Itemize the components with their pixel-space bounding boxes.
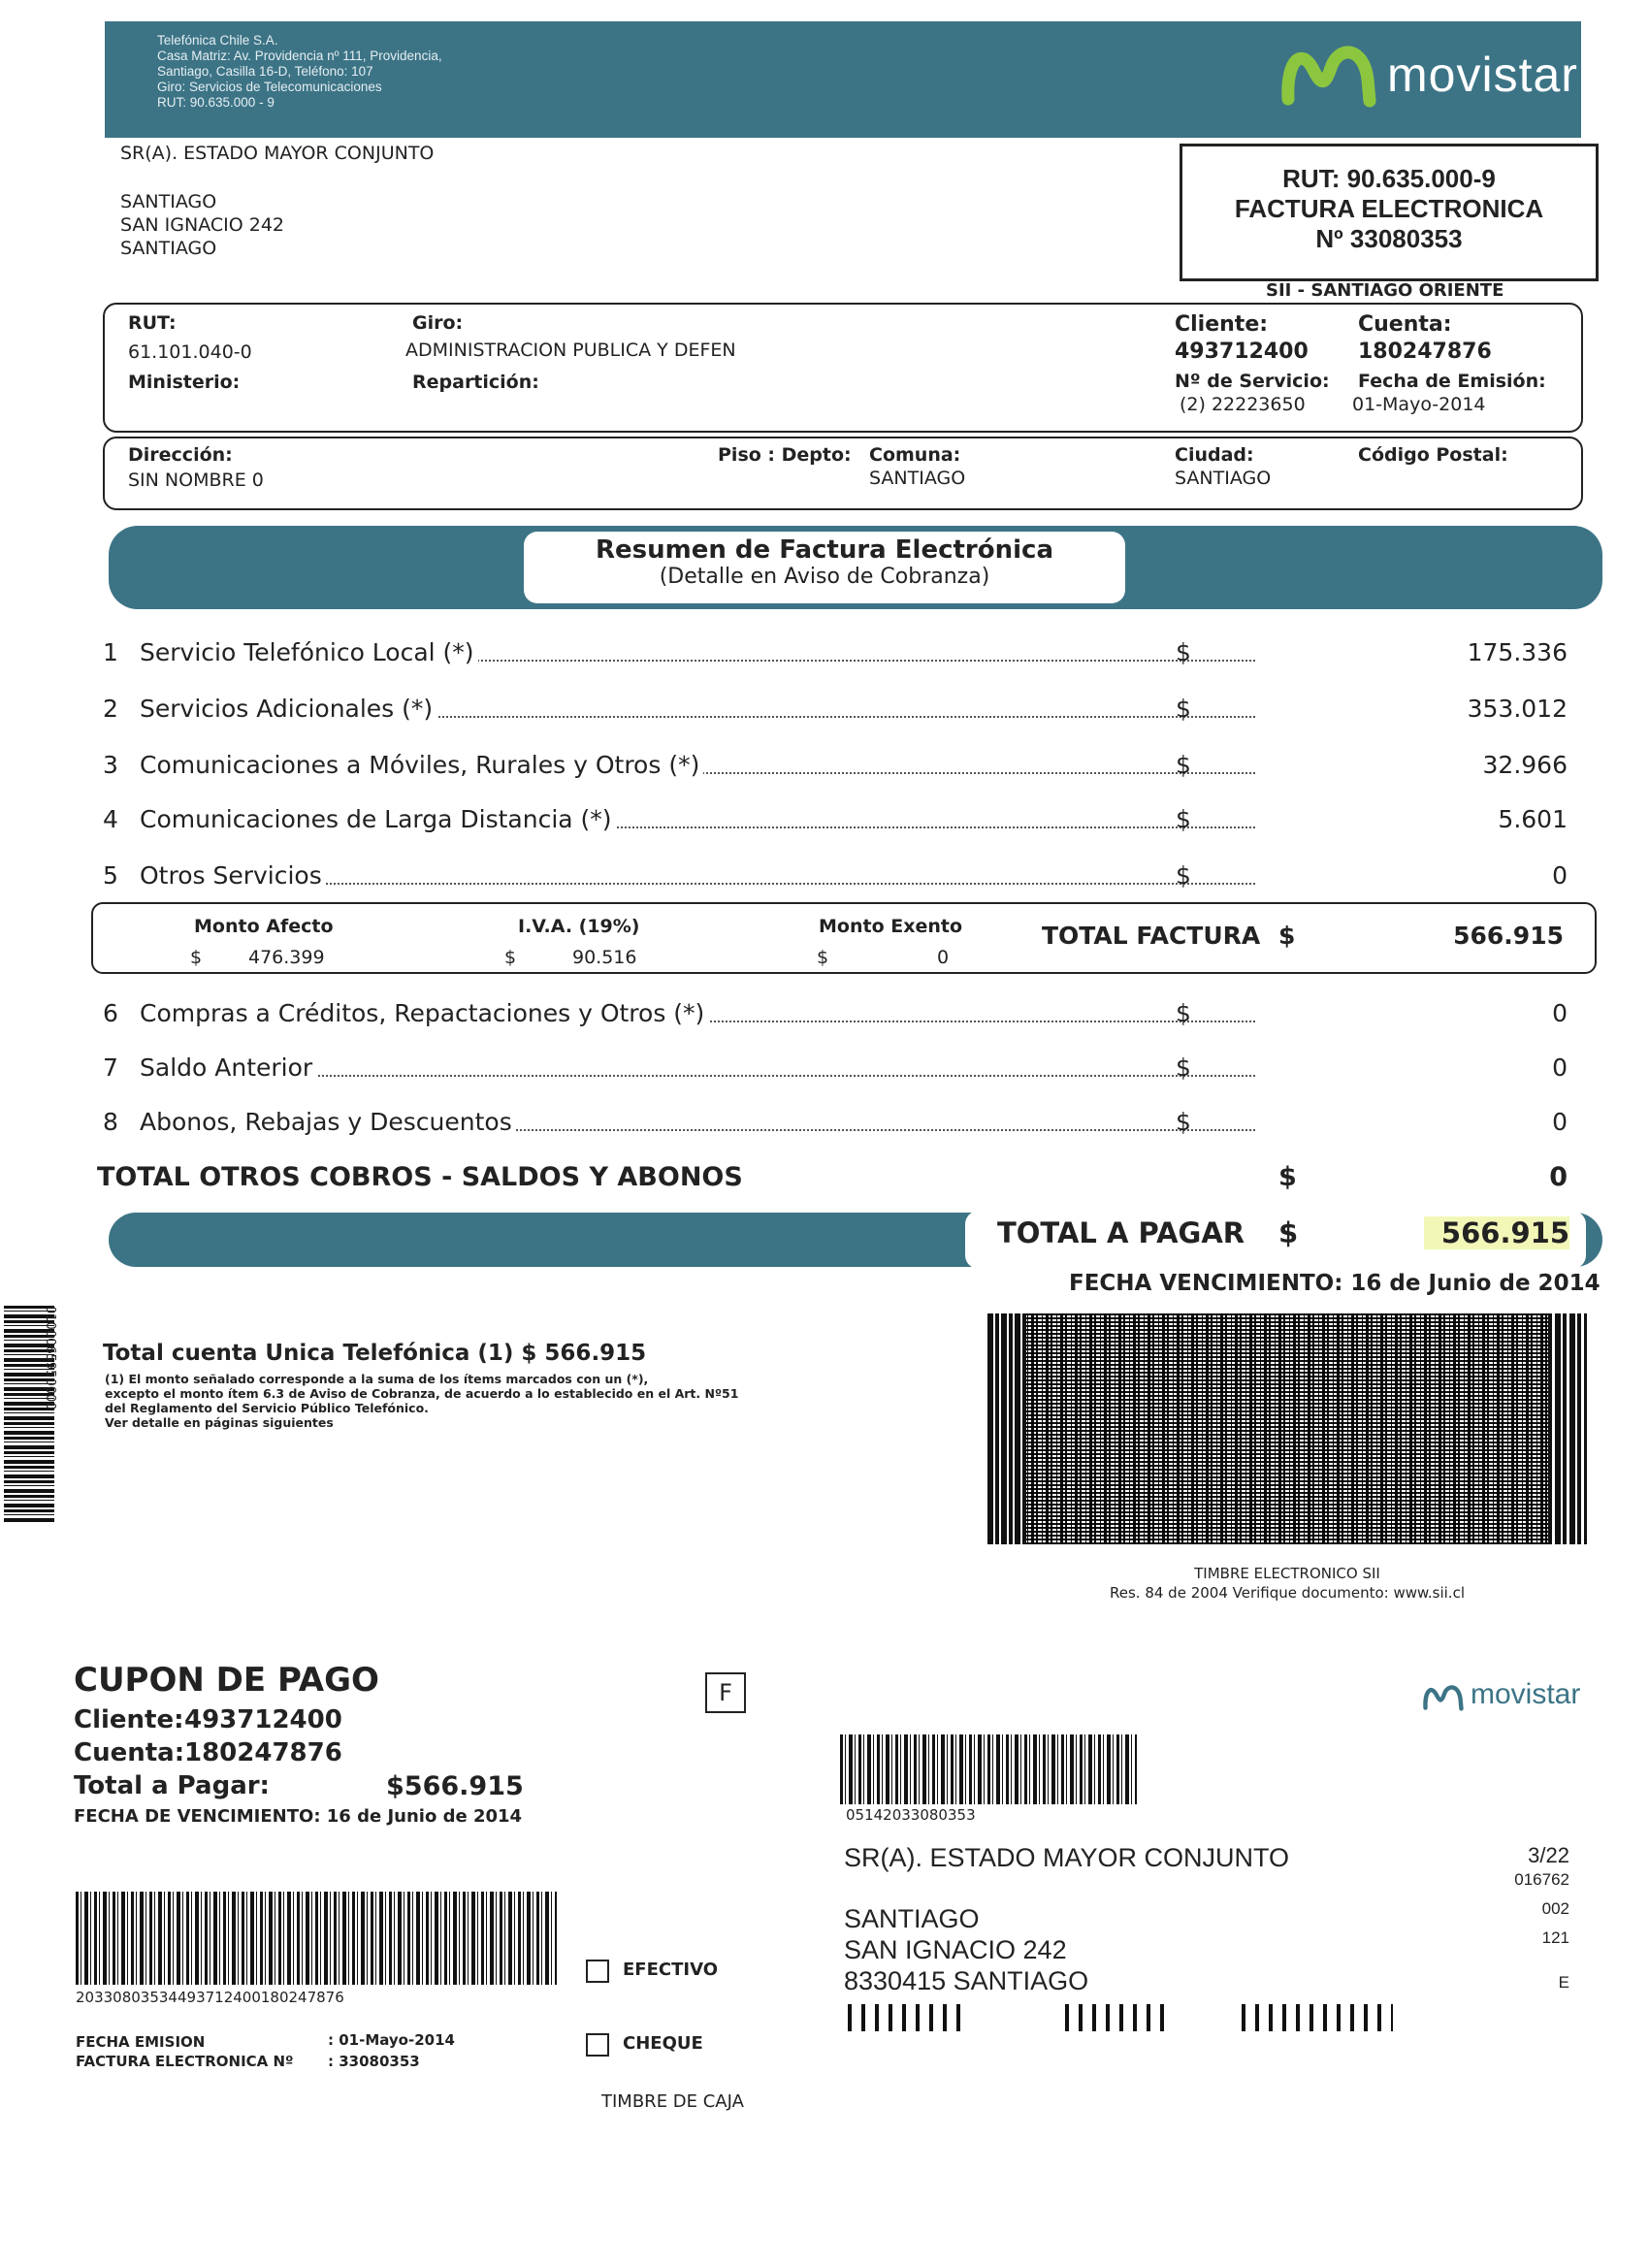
- emision-label: Fecha de Emisión:: [1358, 371, 1546, 392]
- customer-servicio: (2) 22223650: [1180, 394, 1306, 415]
- coupon-emision-label: FECHA EMISION: [76, 2033, 206, 2051]
- customer-cuenta: 180247876: [1358, 340, 1492, 364]
- giro-label: Giro:: [412, 312, 464, 334]
- efectivo-checkbox[interactable]: [586, 1960, 609, 1983]
- direccion-label: Dirección:: [128, 444, 233, 466]
- customer-giro: ADMINISTRACION PUBLICA Y DEFEN: [405, 340, 736, 361]
- reparticion-label: Repartición:: [412, 372, 539, 393]
- total-factura-label: TOTAL FACTURA: [1042, 922, 1261, 950]
- comuna-label: Comuna:: [869, 444, 961, 466]
- note-line: Ver detalle en páginas siguientes: [105, 1415, 334, 1430]
- note-text: [105, 1372, 738, 1430]
- customer-emision: 01-Mayo-2014: [1352, 394, 1486, 415]
- timbre-line: Res. 84 de 2004 Verifique documento: www.sii.cl: [1110, 1584, 1465, 1602]
- row-number: 3: [103, 751, 118, 779]
- row-amount: 0: [1552, 861, 1568, 890]
- exento-currency: $: [817, 947, 829, 968]
- postal-barcode: [848, 2004, 1393, 2031]
- customer-ciudad: SANTIAGO: [1175, 468, 1272, 489]
- row-amount: 175.336: [1467, 638, 1568, 666]
- address-line: SANTIAGO: [120, 191, 217, 212]
- coupon-cliente: 493712400: [184, 1705, 342, 1734]
- cheque-label: CHEQUE: [623, 2033, 703, 2054]
- company-line: Giro: Servicios de Telecomunicaciones: [157, 80, 382, 94]
- iva-label: I.V.A. (19%): [518, 916, 640, 937]
- row-label: Comunicaciones a Móviles, Rurales y Otros (*): [140, 751, 703, 779]
- address-line: SANTIAGO: [120, 238, 217, 259]
- afecto-currency: $: [190, 947, 203, 968]
- ciudad-label: Ciudad:: [1175, 444, 1254, 466]
- invoice-number: Nº 33080353: [1315, 224, 1463, 253]
- addressee-address: [120, 190, 284, 260]
- timbre-line: TIMBRE ELECTRONICO SII: [1194, 1565, 1380, 1582]
- address-barcode-text: 05142033080353: [846, 1806, 976, 1824]
- servicio-label: Nº de Servicio:: [1175, 371, 1330, 392]
- side-barcode-text: 0100065950000: [43, 1306, 57, 1410]
- row-number: 8: [103, 1108, 118, 1136]
- total-cuenta-title: Total cuenta Unica Telefónica (1) $ 566.915: [103, 1341, 647, 1366]
- coupon-cliente-label: Cliente:: [74, 1705, 184, 1734]
- sii-office: SII - SANTIAGO ORIENTE: [1266, 280, 1504, 301]
- postal-label: Código Postal:: [1358, 444, 1508, 466]
- total-factura-currency: $: [1278, 922, 1296, 950]
- total-pagar-label: TOTAL A PAGAR: [997, 1216, 1245, 1249]
- coupon-barcode-text: 20330803534493712400180247876: [76, 1989, 344, 2006]
- row-currency: $: [1176, 1108, 1191, 1136]
- company-line: RUT: 90.635.000 - 9: [157, 95, 275, 110]
- cuenta-label: Cuenta:: [1358, 312, 1452, 337]
- company-info: [157, 33, 442, 111]
- summary-row: [103, 861, 1577, 894]
- addressee-name: SR(A). ESTADO MAYOR CONJUNTO: [120, 143, 435, 164]
- row-label: Otros Servicios: [140, 861, 326, 890]
- row-currency: $: [1176, 861, 1191, 890]
- coupon-total: $566.915: [386, 1771, 524, 1801]
- movistar-logo: [1280, 41, 1578, 118]
- customer-comuna: SANTIAGO: [869, 468, 966, 489]
- summary-row: [103, 1053, 1577, 1086]
- efectivo-label: EFECTIVO: [623, 1960, 718, 1980]
- coupon-address-line: SANTIAGO: [844, 1904, 980, 1933]
- otros-label: TOTAL OTROS COBROS - SALDOS Y ABONOS: [97, 1162, 743, 1192]
- coupon-code: 3/22: [1528, 1843, 1569, 1867]
- row-number: 5: [103, 861, 118, 890]
- row-currency: $: [1176, 999, 1191, 1027]
- row-amount: 0: [1552, 1108, 1568, 1136]
- coupon-code: 002: [1541, 1899, 1569, 1918]
- company-line: Casa Matriz: Av. Providencia nº 111, Providencia,: [157, 49, 442, 63]
- total-pagar-amount: 566.915: [1424, 1216, 1569, 1249]
- summary-row: [103, 695, 1577, 728]
- f-mark: F: [705, 1672, 746, 1713]
- row-label: Servicios Adicionales (*): [140, 695, 436, 723]
- row-label: Comunicaciones de Larga Distancia (*): [140, 805, 616, 833]
- coupon-factura: : 33080353: [328, 2053, 420, 2070]
- address-line: SAN IGNACIO 242: [120, 214, 284, 236]
- issuer-rut: RUT: 90.635.000-9: [1282, 164, 1496, 193]
- piso-label: Piso : Depto:: [718, 444, 852, 466]
- coupon-code: E: [1558, 1973, 1569, 1992]
- row-currency: $: [1176, 751, 1191, 779]
- coupon-code: 016762: [1514, 1870, 1569, 1889]
- timbre-caja: TIMBRE DE CAJA: [601, 2091, 744, 2112]
- total-pagar-currency: $: [1278, 1216, 1299, 1249]
- row-number: 4: [103, 805, 118, 833]
- timbre-electronico: [987, 1564, 1587, 1603]
- total-factura-amount: 566.915: [1453, 922, 1564, 950]
- summary-row: [103, 805, 1577, 838]
- row-currency: $: [1176, 1053, 1191, 1082]
- row-label: Servicio Telefónico Local (*): [140, 638, 478, 666]
- coupon-barcode: [76, 1892, 557, 1985]
- note-line: (1) El monto señalado corresponde a la suma de los ítems marcados con un (*),: [105, 1372, 649, 1386]
- note-line: del Reglamento del Servicio Público Telefónico.: [105, 1401, 429, 1415]
- cliente-label: Cliente:: [1175, 312, 1269, 337]
- coupon-addressee: SR(A). ESTADO MAYOR CONJUNTO: [844, 1843, 1290, 1872]
- note-line: excepto el monto ítem 6.3 de Aviso de Cobranza, de acuerdo a lo establecido en el Art. Nº51: [105, 1386, 739, 1401]
- row-amount: 0: [1552, 1053, 1568, 1082]
- afecto-amount: 476.399: [248, 947, 325, 968]
- otros-amount: 0: [1549, 1162, 1568, 1192]
- customer-rut: 61.101.040-0: [128, 341, 252, 363]
- summary-title: Resumen de Factura Electrónica: [596, 535, 1053, 565]
- cheque-checkbox[interactable]: [586, 2033, 609, 2057]
- summary-row: [103, 638, 1577, 671]
- coupon-address: [844, 1903, 1088, 1996]
- row-currency: $: [1176, 638, 1191, 666]
- coupon-address-line: SAN IGNACIO 242: [844, 1935, 1067, 1964]
- coupon-due-date: FECHA DE VENCIMIENTO: 16 de Junio de 2014: [74, 1806, 523, 1827]
- summary-subtitle: (Detalle en Aviso de Cobranza): [659, 565, 990, 589]
- summary-title-box: [524, 532, 1125, 603]
- afecto-label: Monto Afecto: [194, 916, 334, 937]
- iva-amount: 90.516: [572, 947, 637, 968]
- row-amount: 0: [1552, 999, 1568, 1027]
- rut-label: RUT:: [128, 312, 177, 334]
- row-currency: $: [1176, 695, 1191, 723]
- row-label: Compras a Créditos, Repactaciones y Otros (*): [140, 999, 708, 1027]
- coupon-title: CUPON DE PAGO: [74, 1661, 379, 1700]
- row-currency: $: [1176, 805, 1191, 833]
- coupon-cuenta: 180247876: [184, 1738, 342, 1767]
- movistar-m-icon: [1422, 1680, 1465, 1715]
- movistar-m-icon: [1280, 41, 1377, 111]
- coupon-cuenta-label: Cuenta:: [74, 1738, 185, 1767]
- pdf417-barcode: [987, 1313, 1587, 1544]
- exento-amount: 0: [937, 947, 950, 968]
- exento-label: Monto Exento: [819, 916, 963, 937]
- invoice-type: FACTURA ELECTRONICA: [1234, 194, 1544, 223]
- row-label: Saldo Anterior: [140, 1053, 316, 1082]
- row-amount: 353.012: [1467, 695, 1568, 723]
- customer-cliente: 493712400: [1175, 340, 1309, 364]
- customer-direccion: SIN NOMBRE 0: [128, 470, 264, 491]
- row-amount: 32.966: [1482, 751, 1568, 779]
- summary-row: [103, 751, 1577, 784]
- invoice-id-box: [1180, 144, 1599, 281]
- ministerio-label: Ministerio:: [128, 372, 241, 393]
- row-number: 7: [103, 1053, 118, 1082]
- row-amount: 5.601: [1498, 805, 1568, 833]
- address-barcode: [840, 1734, 1137, 1804]
- due-date: FECHA VENCIMIENTO: 16 de Junio de 2014: [1069, 1271, 1600, 1296]
- row-number: 1: [103, 638, 118, 666]
- coupon-code: 121: [1541, 1928, 1569, 1947]
- coupon-logo-word: movistar: [1471, 1678, 1581, 1710]
- coupon-factura-label: FACTURA ELECTRONICA Nº: [76, 2053, 294, 2070]
- coupon-emision: : 01-Mayo-2014: [328, 2031, 455, 2049]
- company-line: Santiago, Casilla 16-D, Teléfono: 107: [157, 64, 373, 79]
- coupon-logo: [1422, 1676, 1606, 1719]
- row-number: 2: [103, 695, 118, 723]
- row-label: Abonos, Rebajas y Descuentos: [140, 1108, 516, 1136]
- summary-row: [103, 1108, 1577, 1141]
- logo-word: movistar: [1387, 48, 1578, 102]
- coupon-total-label: Total a Pagar:: [74, 1771, 270, 1800]
- coupon-address-line: 8330415 SANTIAGO: [844, 1966, 1089, 1995]
- row-number: 6: [103, 999, 118, 1027]
- otros-currency: $: [1278, 1162, 1297, 1192]
- summary-row: [103, 999, 1577, 1032]
- iva-currency: $: [504, 947, 517, 968]
- company-line: Telefónica Chile S.A.: [157, 33, 278, 48]
